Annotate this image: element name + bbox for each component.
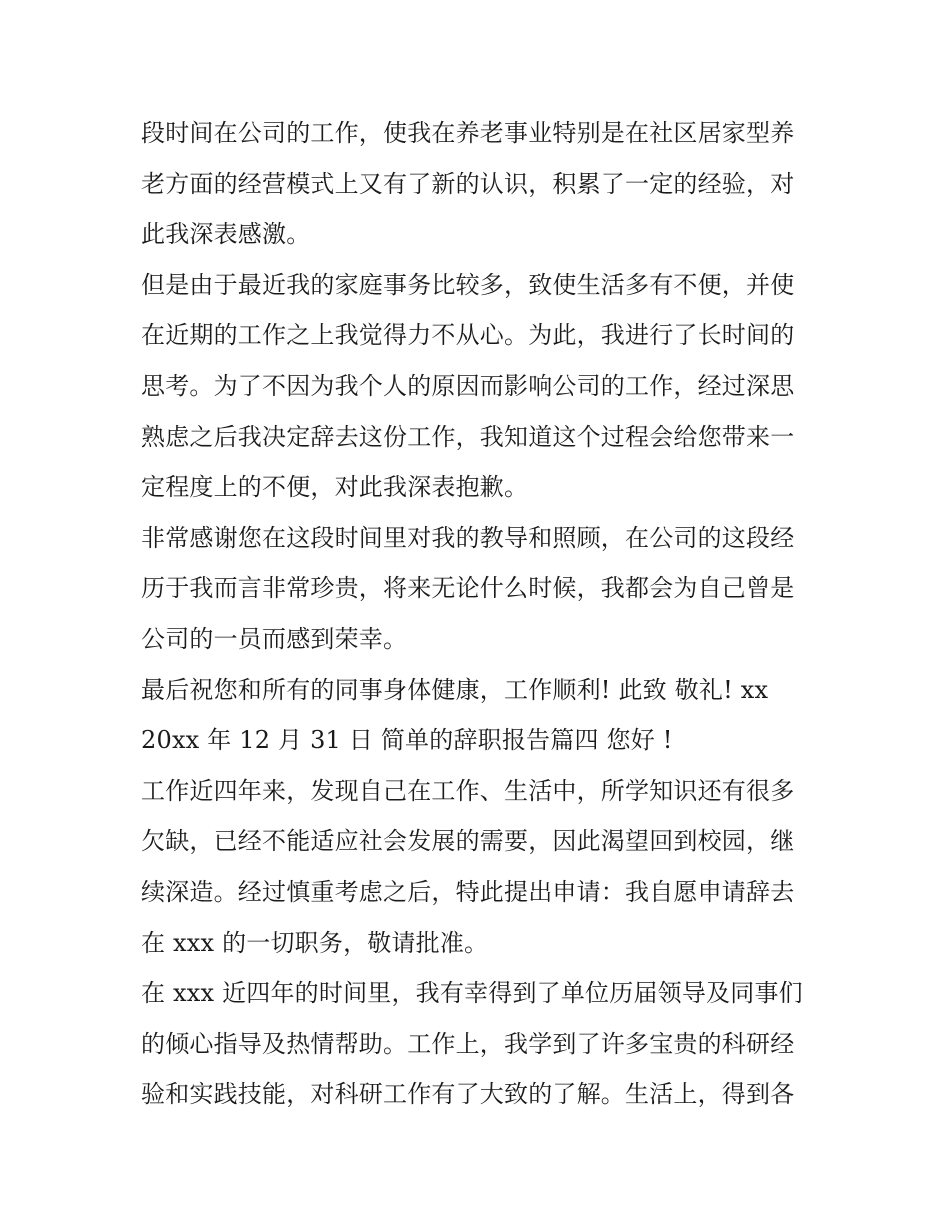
text-line: 思考。为了不因为我个人的原因而影响公司的工作，经过深思 [141, 371, 795, 400]
text-line: 在 xxx 近四年的时间里，我有幸得到了单位历届领导及同事们 [141, 979, 803, 1008]
text-line: 熟虑之后我决定辞去这份工作，我知道这个过程会给您带来一 [141, 422, 795, 451]
text-line: 段时间在公司的工作，使我在养老事业特别是在社区居家型养 [141, 119, 795, 147]
text-line: 此我深表感激。 [141, 220, 311, 249]
text-line: 续深造。经过慎重考虑之后，特此提出申请：我自愿申请辞去 [141, 877, 795, 906]
text-line: 定程度上的不便，对此我深表抱歉。 [141, 473, 529, 502]
text-line: 工作近四年来，发现自己在工作、生活中，所学知识还有很多 [141, 776, 795, 805]
text-line: 老方面的经营模式上又有了新的认识，积累了一定的经验，对 [141, 169, 795, 198]
document-body [141, 108, 821, 1120]
text-line: 的倾心指导及热情帮助。工作上，我学到了许多宝贵的科研经 [141, 1029, 795, 1058]
text-line: 公司的一员而感到荣幸。 [141, 624, 408, 653]
text-line: 验和实践技能，对科研工作有了大致的了解。生活上，得到各 [141, 1080, 795, 1109]
text-line: 在近期的工作之上我觉得力不从心。为此，我进行了长时间的 [141, 321, 795, 350]
text-line: 但是由于最近我的家庭事务比较多，致使生活多有不便，并使 [141, 270, 795, 299]
text-line: 非常感谢您在这段时间里对我的教导和照顾，在公司的这段经 [141, 523, 795, 552]
text-line: 在 xxx 的一切职务，敬请批准。 [141, 928, 489, 957]
text-line: 20xx 年 12 月 31 日 简单的辞职报告篇四 您好 ! [141, 726, 673, 755]
text-line: 欠缺，已经不能适应社会发展的需要，因此渴望回到校园，继 [141, 827, 795, 856]
text-line: 最后祝您和所有的同事身体健康，工作顺利! 此致 敬礼! xx [141, 675, 769, 704]
text-line: 历于我而言非常珍贵，将来无论什么时候，我都会为自己曾是 [141, 574, 795, 603]
